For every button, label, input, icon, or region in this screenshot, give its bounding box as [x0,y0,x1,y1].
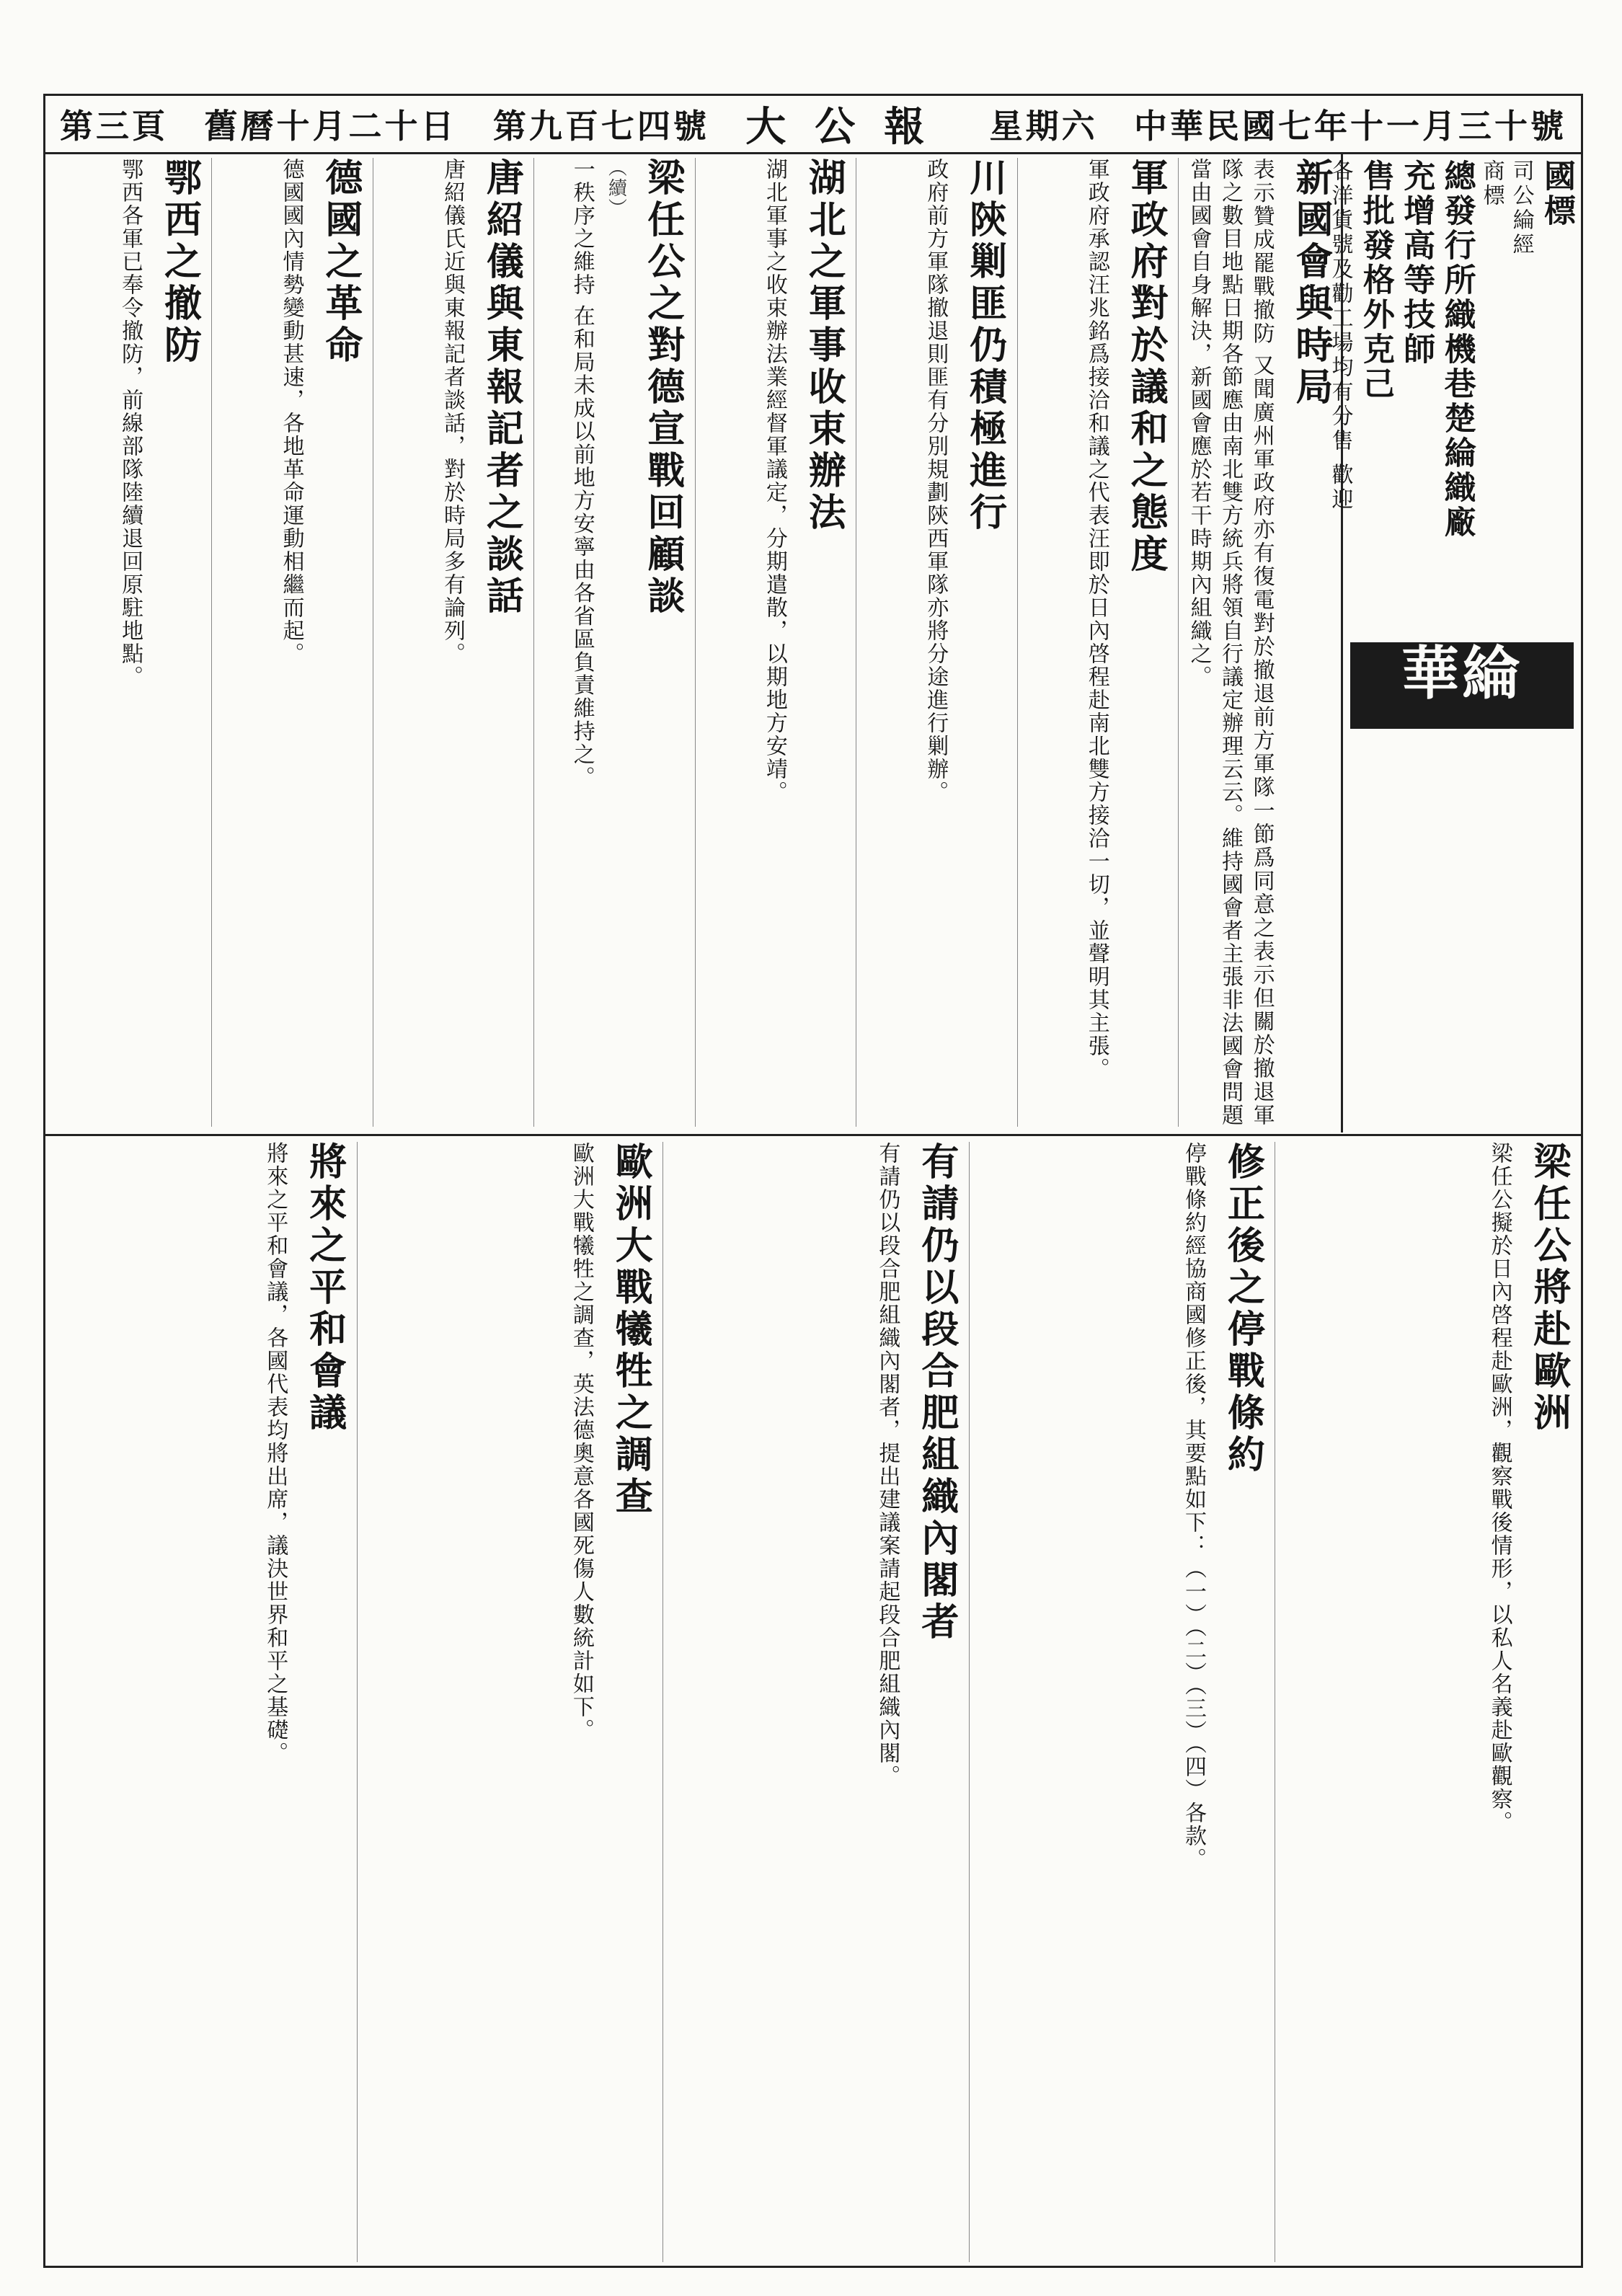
masthead-weekday: 星期六 [989,107,1098,146]
masthead-page-number: 第三頁 [60,107,169,146]
masthead-issue: 第九百七四號 [492,107,709,146]
ad-company: 司公綸經 [1508,159,1534,257]
article-body: 德國國內情勢變動甚速，各地革命運動相繼而起。 [278,158,304,665]
article [1017,158,1172,1127]
ad-promo-sub: 售批發格外克己 [1357,159,1394,402]
article-body: 政府前方軍隊撤退則匪有分別規劃陝西軍隊亦將分途進行剿辦。 [923,158,949,804]
ad-brand-label: 商標 [1479,159,1504,208]
article-title: 軍政府對於議和之態度 [1124,158,1168,576]
article-body: 湖北軍事之收束辦法業經督軍議定，分期遣散，以期地方安靖。 [761,158,787,804]
article-body: 鄂西各軍已奉令撤防，前線部隊陸續退回原駐地點。 [118,158,143,688]
article [373,158,528,1127]
ad-product: 華綸 [1401,640,1523,707]
ad-product-banner [1350,642,1574,729]
article-title: 德國之革命 [318,158,362,367]
article [1275,1142,1575,2262]
masthead-date-roc: 中華民國七年十一月三十號 [1134,107,1566,146]
ad-promo-title: 充增高等技師 [1398,159,1435,367]
article-body: 停戰條約經協商國修正後，其要點如下：（一）（二）（三）（四）各款。 [1181,1142,1207,1871]
article-body: 將來之平和會議，各國代表均將出席，議決世界和平之基礎。 [262,1142,288,1765]
article-body: 歐洲大戰犧牲之調查，英法德奧意各國死傷人數統計如下。 [568,1142,594,1742]
article [856,158,1011,1127]
article-title: 梁任公之對德宣戰回顧談 [640,158,684,618]
ad-brand: 國標 [1538,159,1575,229]
article-body: 一秩序之維持 在和局未成以前地方安寧由各省區負責維持之。 [569,158,595,789]
article [51,1142,351,2262]
article-title: 川陝剿匪仍積極進行 [962,158,1006,534]
article-title: 梁任公將赴歐洲 [1527,1142,1570,1435]
masthead-paper-name: 大公報 [745,103,954,151]
ad-promo-note: 各洋貨號及勸工場均有分售 歡迎 [1327,159,1353,513]
article-body: 有請仍以段合肥組織內閣者，提出建議案請起段合肥組織內閣。 [874,1142,900,1788]
article [662,1142,963,2262]
lower-articles [45,1134,1581,2268]
article-title: 新國會與時局 [1289,158,1332,409]
article [357,1142,657,2262]
article [533,158,688,1127]
article-byline: （續） [605,158,627,218]
article-title: 鄂西之撤防 [157,158,201,367]
article [51,158,205,1127]
article-title: 湖北之軍事收束辦法 [802,158,846,534]
article [1178,158,1337,1127]
masthead [45,96,1581,154]
article [969,1142,1269,2262]
article-title: 唐紹儀與東報記者之談話 [479,158,523,618]
article-body: 唐紹儀氏近與東報記者談話，對於時局多有論列。 [439,158,465,665]
ad-agency: 總發行所織機巷楚綸織廠 [1438,159,1476,540]
article-body: 軍政府承認汪兆銘爲接洽和議之代表汪即於日內啓程赴南北雙方接洽一切，並聲明其主張。 [1083,158,1109,1081]
article [695,158,850,1127]
newspaper-page [43,94,1583,2268]
article-title: 修正後之停戰條約 [1220,1142,1264,1476]
article-body: 表示贊成罷戰撤防 又聞廣州軍政府亦有復電對於撤退前方軍隊一節爲同意之表示但關於撤退軍隊之數目地點日期各節應由南北雙方統兵將領自行議定辦理云云。維持國會者主張非法國會問題當由國會自身解決，新國會應於若干時期內組織之。 [1186,158,1275,1127]
article-title: 歐洲大戰犧牲之調查 [608,1142,652,1518]
upper-articles [45,152,1343,1133]
article-title: 將來之平和會議 [302,1142,346,1435]
masthead-line [60,103,1566,151]
article-body: 梁任公擬於日內啓程赴歐洲，觀察戰後情形，以私人名義赴歐觀察。 [1486,1142,1512,1834]
masthead-date-lunar: 舊曆十月二十日 [204,107,457,146]
advertisement [1327,152,1581,1133]
article-title: 有請仍以段合肥組織內閣者 [914,1142,958,1644]
article [211,158,366,1127]
